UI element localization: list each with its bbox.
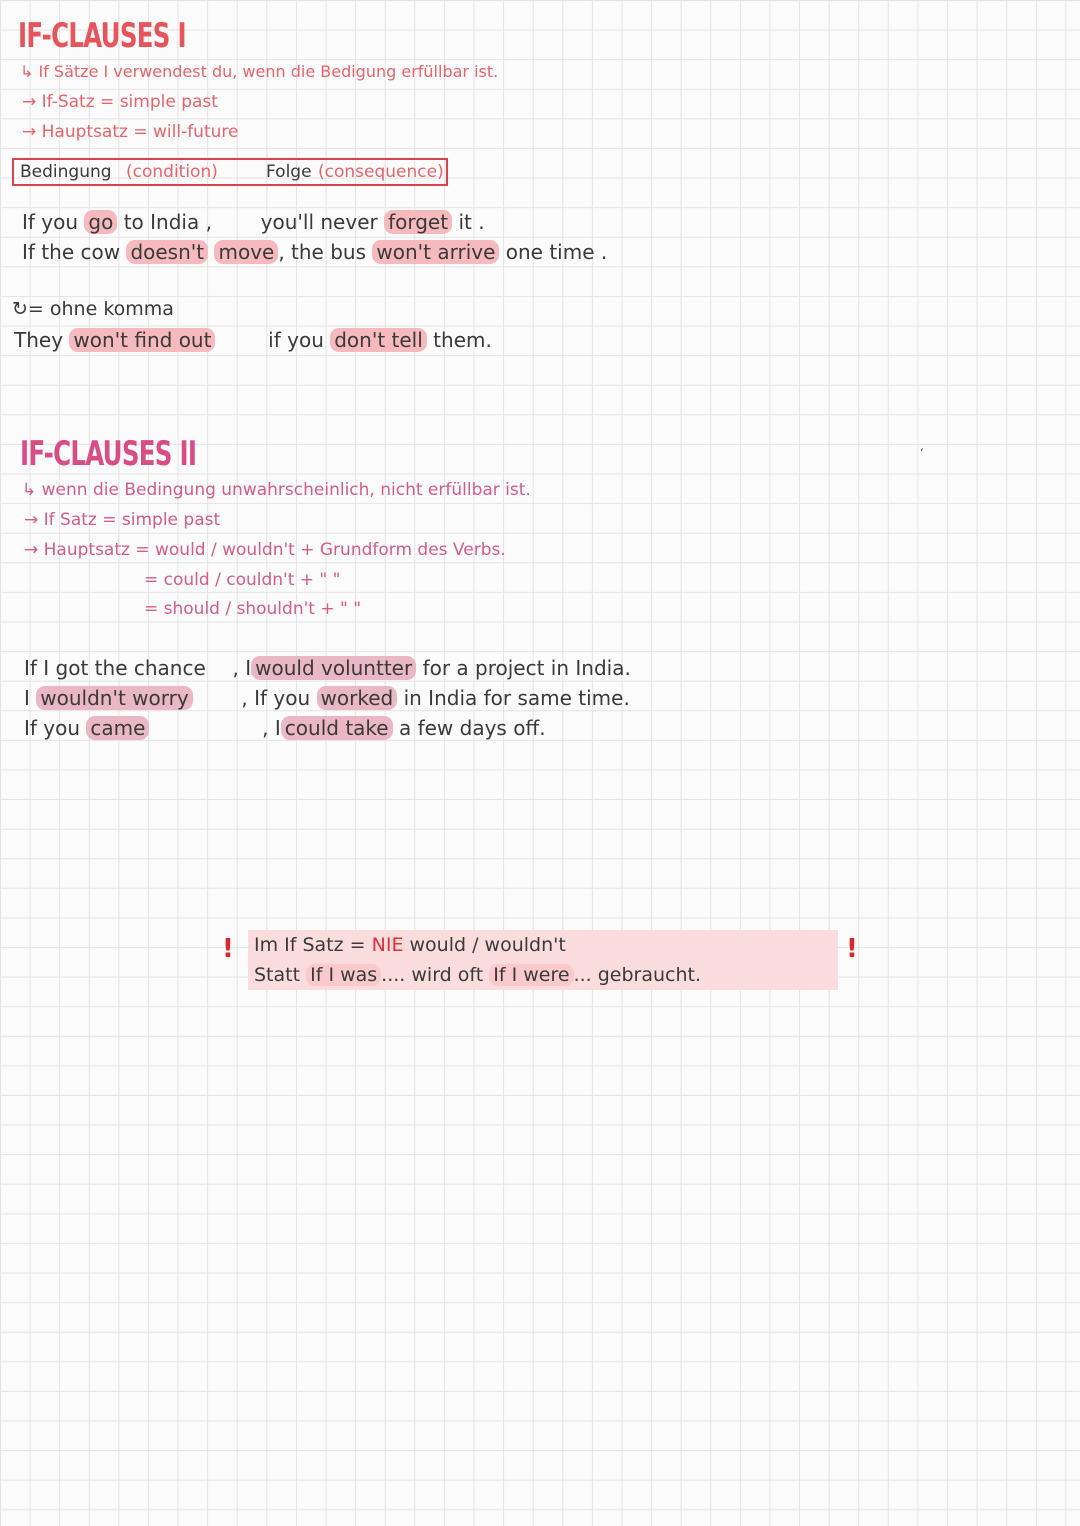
section1-title: IF-CLAUSES I bbox=[18, 16, 186, 56]
highlight: If I was bbox=[306, 964, 381, 986]
box-label-condition: (condition) bbox=[126, 162, 218, 182]
text: , bbox=[262, 716, 269, 740]
section1-intro: ↳ If Sätze I verwendest du, wenn die Bedigung erfüllbar ist. bbox=[20, 62, 499, 81]
section1-rule1: → If-Satz = simple past bbox=[22, 92, 218, 112]
highlight: worked bbox=[317, 686, 398, 710]
text: I bbox=[24, 686, 30, 710]
example-1-3 bbox=[14, 328, 492, 352]
text: , the bus bbox=[278, 240, 367, 264]
text: it . bbox=[458, 210, 485, 234]
text: you'll never bbox=[260, 210, 378, 234]
highlight: If I were bbox=[489, 964, 573, 986]
text: I bbox=[245, 656, 252, 680]
box-label-bedingung: Bedingung bbox=[20, 162, 112, 182]
warning-box bbox=[248, 930, 838, 990]
section2-title: IF-CLAUSES II bbox=[20, 434, 197, 474]
example-1-2 bbox=[22, 240, 607, 264]
highlight: doesn't bbox=[126, 240, 208, 264]
text: one time . bbox=[505, 240, 608, 264]
text: If you bbox=[22, 210, 79, 234]
text: I bbox=[274, 716, 281, 740]
warning-mark-right: ! bbox=[846, 934, 858, 964]
text: If the cow bbox=[22, 240, 121, 264]
highlight: wouldn't worry bbox=[36, 686, 192, 710]
highlight: go bbox=[84, 210, 117, 234]
box-label-consequence: (consequence) bbox=[318, 162, 444, 182]
highlight: won't arrive bbox=[372, 240, 499, 264]
example-2-3 bbox=[24, 716, 546, 740]
highlight: would voluntter bbox=[251, 656, 416, 680]
highlight: move bbox=[214, 240, 278, 264]
text: ... gebraucht. bbox=[573, 964, 701, 986]
section2-rule1: → If Satz = simple past bbox=[24, 510, 221, 530]
warning-line2 bbox=[254, 964, 701, 986]
text: a few days off. bbox=[398, 716, 546, 740]
text: if you bbox=[268, 328, 324, 352]
box-label-folge: Folge bbox=[266, 162, 312, 182]
text: Im If Satz = bbox=[254, 934, 366, 956]
highlight: forget bbox=[384, 210, 452, 234]
section2-rule2: → Hauptsatz = would / wouldn't + Grundform des Verbs. bbox=[24, 540, 506, 560]
example-1-1 bbox=[22, 210, 485, 234]
example-2-2 bbox=[24, 686, 630, 710]
section2-rule4: = should / shouldn't + " " bbox=[144, 599, 362, 619]
section2-rule3: = could / couldn't + " " bbox=[144, 570, 341, 590]
text: If I got the chance bbox=[24, 656, 206, 680]
text: , bbox=[232, 656, 239, 680]
highlight: don't tell bbox=[330, 328, 427, 352]
example-2-1 bbox=[24, 656, 631, 680]
text: would / wouldn't bbox=[409, 934, 566, 956]
text: for a project in India. bbox=[422, 656, 631, 680]
text: them. bbox=[433, 328, 492, 352]
highlight: could take bbox=[281, 716, 393, 740]
condition-box bbox=[12, 158, 448, 186]
warning-mark-left: ! bbox=[222, 934, 234, 964]
highlight: won't find out bbox=[69, 328, 215, 352]
nie-label: NIE bbox=[371, 934, 404, 956]
text: .... wird oft bbox=[381, 964, 484, 986]
text: They bbox=[14, 328, 64, 352]
text: Statt bbox=[254, 964, 301, 986]
no-comma-note: ↻= ohne komma bbox=[12, 298, 174, 320]
section2-intro: ↳ wenn die Bedingung unwahrscheinlich, nicht erfüllbar ist. bbox=[22, 480, 531, 500]
text: , If you bbox=[241, 686, 311, 710]
stray-mark: ‘ bbox=[920, 446, 924, 460]
highlight: came bbox=[86, 716, 149, 740]
text: If you bbox=[24, 716, 81, 740]
section1-rule2: → Hauptsatz = will-future bbox=[22, 122, 239, 142]
text: to India , bbox=[123, 210, 212, 234]
warning-line1 bbox=[254, 934, 566, 956]
text: in India for same time. bbox=[403, 686, 630, 710]
